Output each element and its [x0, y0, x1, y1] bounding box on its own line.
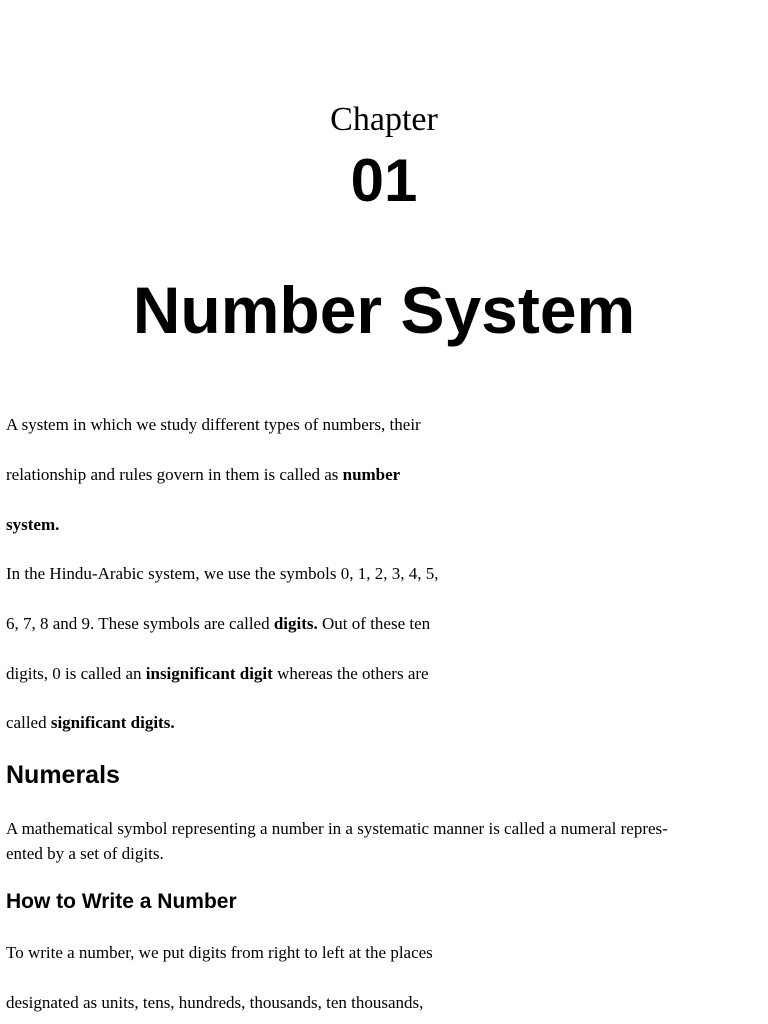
intro-text: In the Hindu-Arabic system, we use the symbols 0, 1, 2, 3, 4, 5, [6, 564, 439, 583]
intro-text: relationship and rules govern in them is called as [6, 465, 343, 484]
intro-line-7 [6, 712, 175, 734]
intro-text: digits, 0 is called an [6, 664, 146, 683]
intro-line-2 [6, 464, 400, 486]
intro-text: whereas the others are [272, 664, 429, 683]
heading-how-to-write-a-number: How to Write a Number [6, 890, 237, 913]
term-system: system. [6, 515, 60, 534]
intro-text: 6, 7, 8 and 9. These symbols are called [6, 614, 274, 633]
intro-line-3 [6, 514, 59, 536]
numerals-line-1 [6, 818, 668, 840]
intro-line-6 [6, 663, 429, 685]
chapter-number: 01 [350, 147, 418, 214]
term-insignificant-digit: insignificant digit [145, 664, 273, 683]
numerals-text: ented by a set of digits. [6, 844, 164, 863]
term-digits: digits. [273, 614, 318, 633]
write-number-text: designated as units, tens, hundreds, thousands, ten thousands, [6, 993, 424, 1012]
intro-line-5 [6, 613, 430, 635]
write-number-line-1 [6, 942, 433, 964]
write-number-line-2 [6, 992, 423, 1014]
heading-numerals: Numerals [6, 761, 120, 789]
numerals-line-2 [6, 843, 164, 865]
intro-line-1 [6, 414, 421, 436]
intro-line-4 [6, 563, 439, 585]
chapter-label: Chapter [330, 101, 438, 138]
numerals-text: A mathematical symbol representing a number in a systematic manner is called a numeral repres- [6, 819, 668, 838]
write-number-text: To write a number, we put digits from right to left at the places [6, 943, 433, 962]
term-significant-digits: significant digits. [50, 713, 175, 732]
chapter-title: Number System [132, 273, 636, 347]
intro-text: called [6, 713, 51, 732]
term-number-system: number [342, 465, 401, 484]
intro-text: Out of these ten [317, 614, 431, 633]
intro-text: A system in which we study different types of numbers, their [6, 415, 421, 434]
